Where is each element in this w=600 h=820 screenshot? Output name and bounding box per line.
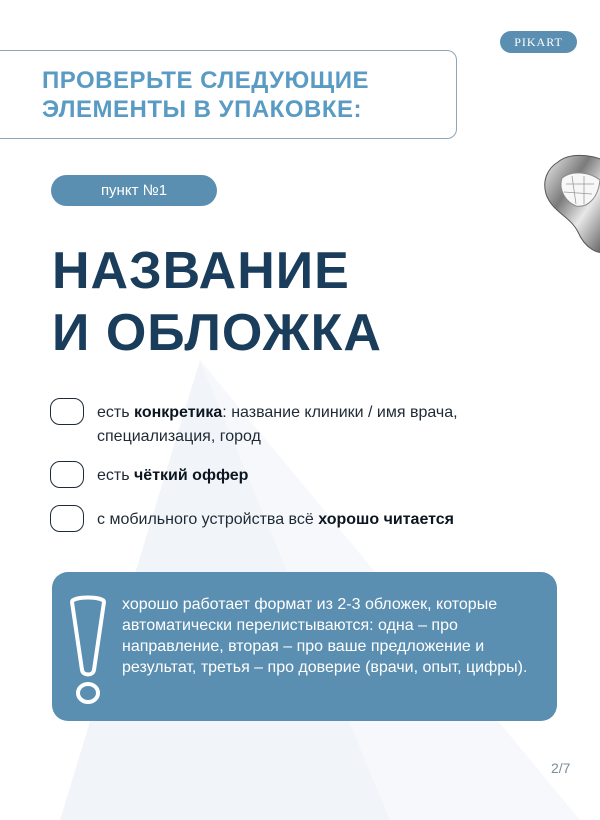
tip-card (52, 572, 557, 721)
page-indicator: 2/7 (551, 760, 571, 776)
checkbox[interactable] (50, 398, 84, 425)
checklist-item-concrete[interactable] (50, 401, 567, 449)
checklist-item-text: есть чёткий оффер (97, 467, 249, 484)
checklist-item-readable[interactable] (50, 508, 567, 532)
brand-logo: PIKART (500, 31, 577, 53)
point-badge: пункт №1 (51, 175, 217, 206)
page-heading: ПРОВЕРЬТЕ СЛЕДУЮЩИЕ ЭЛЕМЕНТЫ В УПАКОВКЕ: (42, 67, 369, 123)
checklist-item-offer[interactable] (50, 464, 567, 488)
section-title-line-2: И ОБЛОЖКА (52, 304, 382, 362)
checkbox[interactable] (50, 461, 84, 488)
exclamation-icon (66, 594, 110, 706)
checklist-item-text: с мобильного устройства всё хорошо читается (97, 511, 454, 528)
checklist-item-text: есть конкретика: название клиники / имя врача, специализация, город (97, 404, 458, 445)
tip-text: хорошо работает формат из 2-3 обложек, которые автоматически перелистываются: одна – про направление, вторая – про ваше предложение и результат, третья – про доверие (врачи, опыт, цифры). (122, 596, 528, 676)
checkbox[interactable] (50, 505, 84, 532)
section-title-line-1: НАЗВАНИЕ (52, 242, 350, 300)
section-title (52, 240, 552, 364)
